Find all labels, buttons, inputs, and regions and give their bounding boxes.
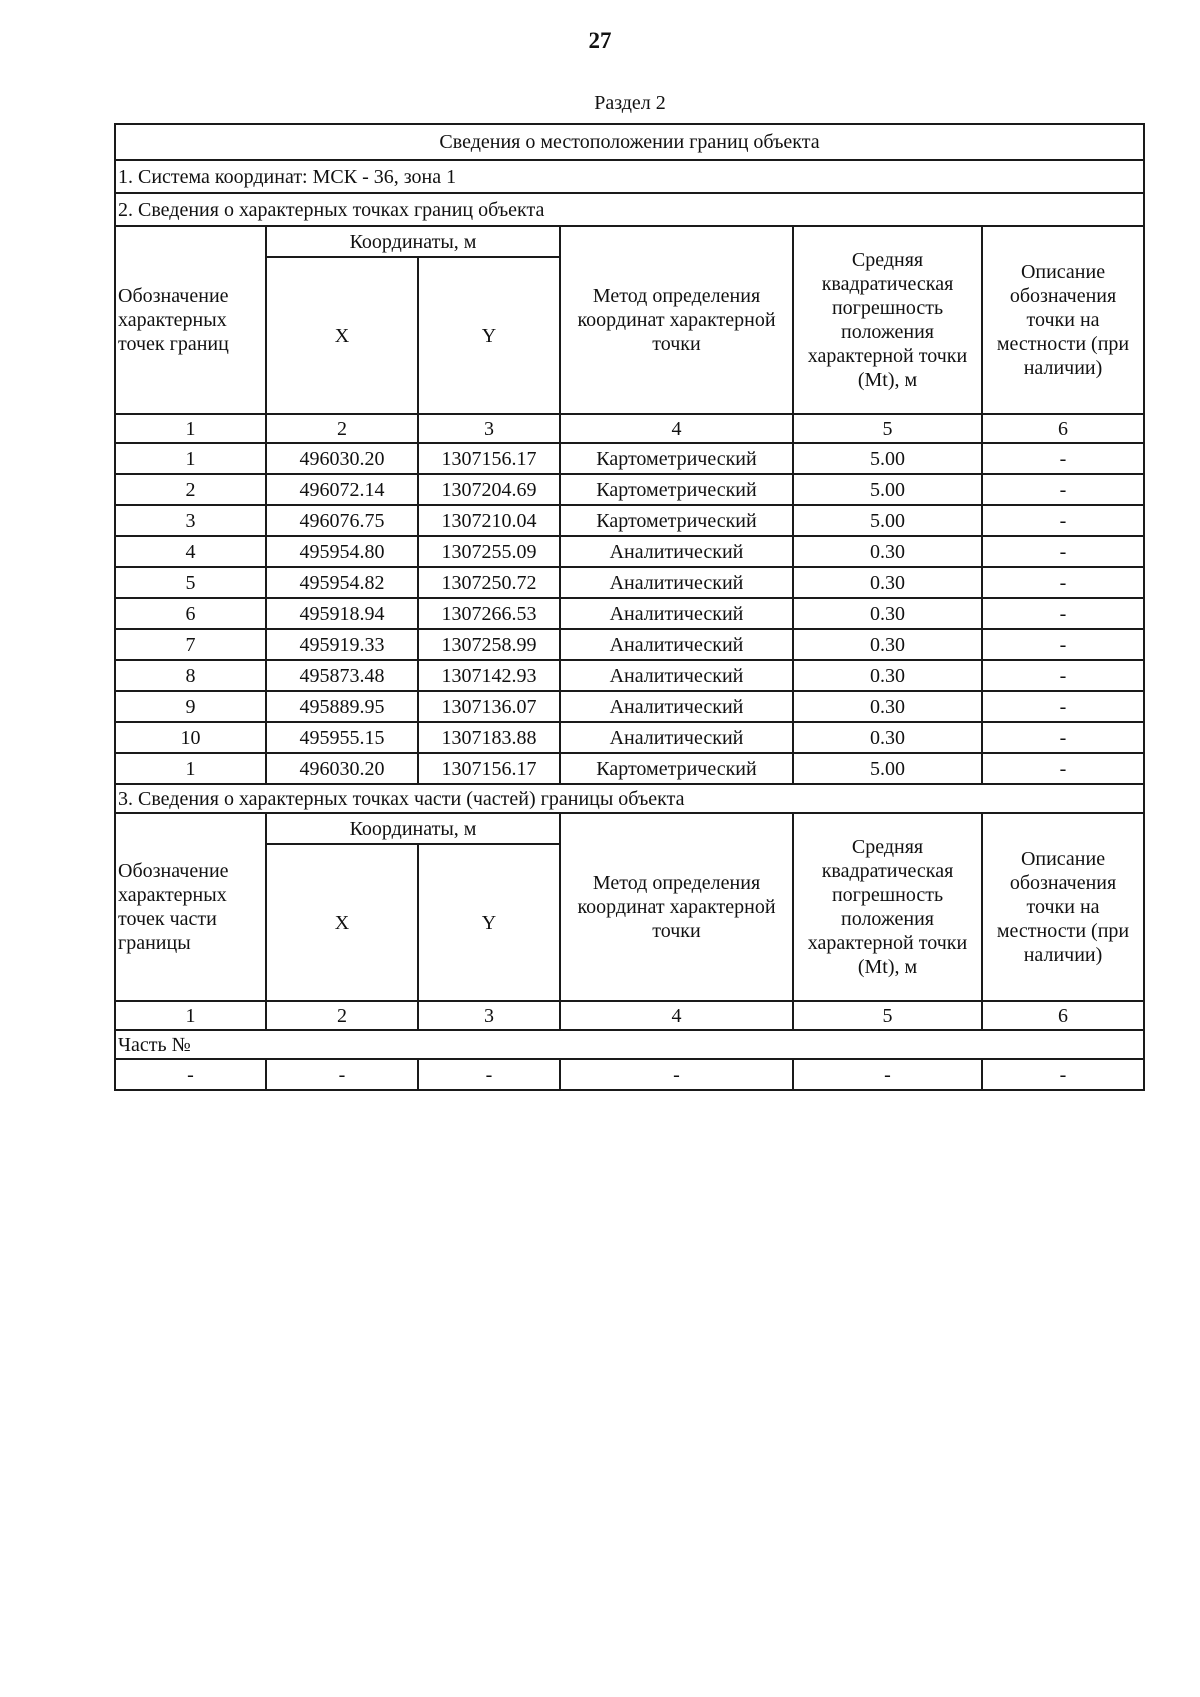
column-numbers-row: [115, 1001, 1144, 1030]
header-coordinates: Координаты, м: [266, 226, 560, 257]
point-y: 1307156.17: [418, 753, 560, 784]
column-number: 2: [266, 1001, 418, 1030]
point-id: 8: [115, 660, 266, 691]
header-y: Y: [418, 257, 560, 414]
header-x: X: [266, 257, 418, 414]
point-x: 495954.80: [266, 536, 418, 567]
point-method: Картометрический: [560, 474, 793, 505]
point-description: -: [982, 691, 1144, 722]
point-id: 3: [115, 505, 266, 536]
point-x: 496030.20: [266, 443, 418, 474]
point-description: -: [982, 505, 1144, 536]
column-number: 6: [982, 414, 1144, 443]
column-number: 5: [793, 1001, 982, 1030]
header-part-x: X: [266, 844, 418, 1001]
boundary-table: [114, 123, 1145, 1091]
point-description: -: [982, 722, 1144, 753]
column-number: 6: [982, 1001, 1144, 1030]
point-y: 1307258.99: [418, 629, 560, 660]
point-x: 495954.82: [266, 567, 418, 598]
point-description: -: [982, 629, 1144, 660]
table-row: [115, 722, 1144, 753]
part-point-description: -: [982, 1059, 1144, 1090]
point-x: 496072.14: [266, 474, 418, 505]
column-number: 3: [418, 414, 560, 443]
table-row: [115, 598, 1144, 629]
point-y: 1307266.53: [418, 598, 560, 629]
point-method: Аналитический: [560, 598, 793, 629]
point-error: 5.00: [793, 443, 982, 474]
column-numbers-row: [115, 414, 1144, 443]
point-error: 0.30: [793, 722, 982, 753]
header-error: Средняя квадратическая погрешность положения характерной точки (Mt), м: [793, 226, 982, 414]
point-y: 1307136.07: [418, 691, 560, 722]
part-point-x: -: [266, 1059, 418, 1090]
point-id: 1: [115, 443, 266, 474]
point-x: 495918.94: [266, 598, 418, 629]
table-row: [115, 660, 1144, 691]
header-designation: Обозначение характерных точек границ: [115, 226, 266, 414]
column-number: 2: [266, 414, 418, 443]
header-part-description: Описание обозначения точки на местности (при наличии): [982, 813, 1144, 1001]
point-error: 0.30: [793, 536, 982, 567]
point-id: 5: [115, 567, 266, 598]
point-error: 5.00: [793, 505, 982, 536]
point-description: -: [982, 443, 1144, 474]
point-y: 1307210.04: [418, 505, 560, 536]
header-description: Описание обозначения точки на местности (при наличии): [982, 226, 1144, 414]
part-point-id: -: [115, 1059, 266, 1090]
point-x: 495873.48: [266, 660, 418, 691]
header-part-designation: Обозначение характерных точек части границы: [115, 813, 266, 1001]
point-method: Аналитический: [560, 722, 793, 753]
table-title: Сведения о местоположении границ объекта: [115, 124, 1144, 160]
table-row: [115, 753, 1144, 784]
point-method: Аналитический: [560, 660, 793, 691]
part-label: Часть №: [115, 1030, 1144, 1059]
point-error: 0.30: [793, 660, 982, 691]
point-error: 5.00: [793, 753, 982, 784]
point-x: 495889.95: [266, 691, 418, 722]
table-row: [115, 1059, 1144, 1090]
point-y: 1307142.93: [418, 660, 560, 691]
header-part-method: Метод определения координат характерной точки: [560, 813, 793, 1001]
column-number: 1: [115, 414, 266, 443]
point-error: 0.30: [793, 629, 982, 660]
point-description: -: [982, 753, 1144, 784]
point-y: 1307204.69: [418, 474, 560, 505]
point-id: 10: [115, 722, 266, 753]
point-description: -: [982, 567, 1144, 598]
point-description: -: [982, 660, 1144, 691]
table-row: [115, 536, 1144, 567]
table-row: [115, 691, 1144, 722]
point-error: 5.00: [793, 474, 982, 505]
point-description: -: [982, 536, 1144, 567]
point-method: Аналитический: [560, 691, 793, 722]
column-number: 4: [560, 414, 793, 443]
point-id: 2: [115, 474, 266, 505]
point-error: 0.30: [793, 691, 982, 722]
column-number: 5: [793, 414, 982, 443]
point-y: 1307250.72: [418, 567, 560, 598]
point-y: 1307183.88: [418, 722, 560, 753]
header-part-coordinates: Координаты, м: [266, 813, 560, 844]
point-x: 495955.15: [266, 722, 418, 753]
table-row: [115, 567, 1144, 598]
point-method: Аналитический: [560, 536, 793, 567]
part-point-error: -: [793, 1059, 982, 1090]
column-number: 3: [418, 1001, 560, 1030]
part-point-y: -: [418, 1059, 560, 1090]
point-error: 0.30: [793, 598, 982, 629]
header-method: Метод определения координат характерной точки: [560, 226, 793, 414]
point-method: Аналитический: [560, 629, 793, 660]
point-x: 496076.75: [266, 505, 418, 536]
point-id: 6: [115, 598, 266, 629]
table-row: [115, 505, 1144, 536]
coordinate-system: 1. Система координат: МСК - 36, зона 1: [115, 160, 1144, 193]
header-part-y: Y: [418, 844, 560, 1001]
section-3-title: 3. Сведения о характерных точках части (частей) границы объекта: [115, 784, 1144, 813]
point-id: 7: [115, 629, 266, 660]
point-method: Картометрический: [560, 505, 793, 536]
point-id: 9: [115, 691, 266, 722]
point-error: 0.30: [793, 567, 982, 598]
header-part-error: Средняя квадратическая погрешность положения характерной точки (Mt), м: [793, 813, 982, 1001]
point-y: 1307255.09: [418, 536, 560, 567]
point-x: 496030.20: [266, 753, 418, 784]
point-method: Картометрический: [560, 753, 793, 784]
point-y: 1307156.17: [418, 443, 560, 474]
part-point-method: -: [560, 1059, 793, 1090]
page-number: 27: [588, 28, 612, 53]
table-row: [115, 474, 1144, 505]
section-2-title: 2. Сведения о характерных точках границ объекта: [115, 193, 1144, 226]
point-x: 495919.33: [266, 629, 418, 660]
column-number: 4: [560, 1001, 793, 1030]
point-description: -: [982, 474, 1144, 505]
point-method: Аналитический: [560, 567, 793, 598]
point-id: 4: [115, 536, 266, 567]
column-number: 1: [115, 1001, 266, 1030]
point-description: -: [982, 598, 1144, 629]
point-method: Картометрический: [560, 443, 793, 474]
point-id: 1: [115, 753, 266, 784]
table-row: [115, 443, 1144, 474]
table-row: [115, 629, 1144, 660]
section-label: Раздел 2: [594, 92, 666, 114]
